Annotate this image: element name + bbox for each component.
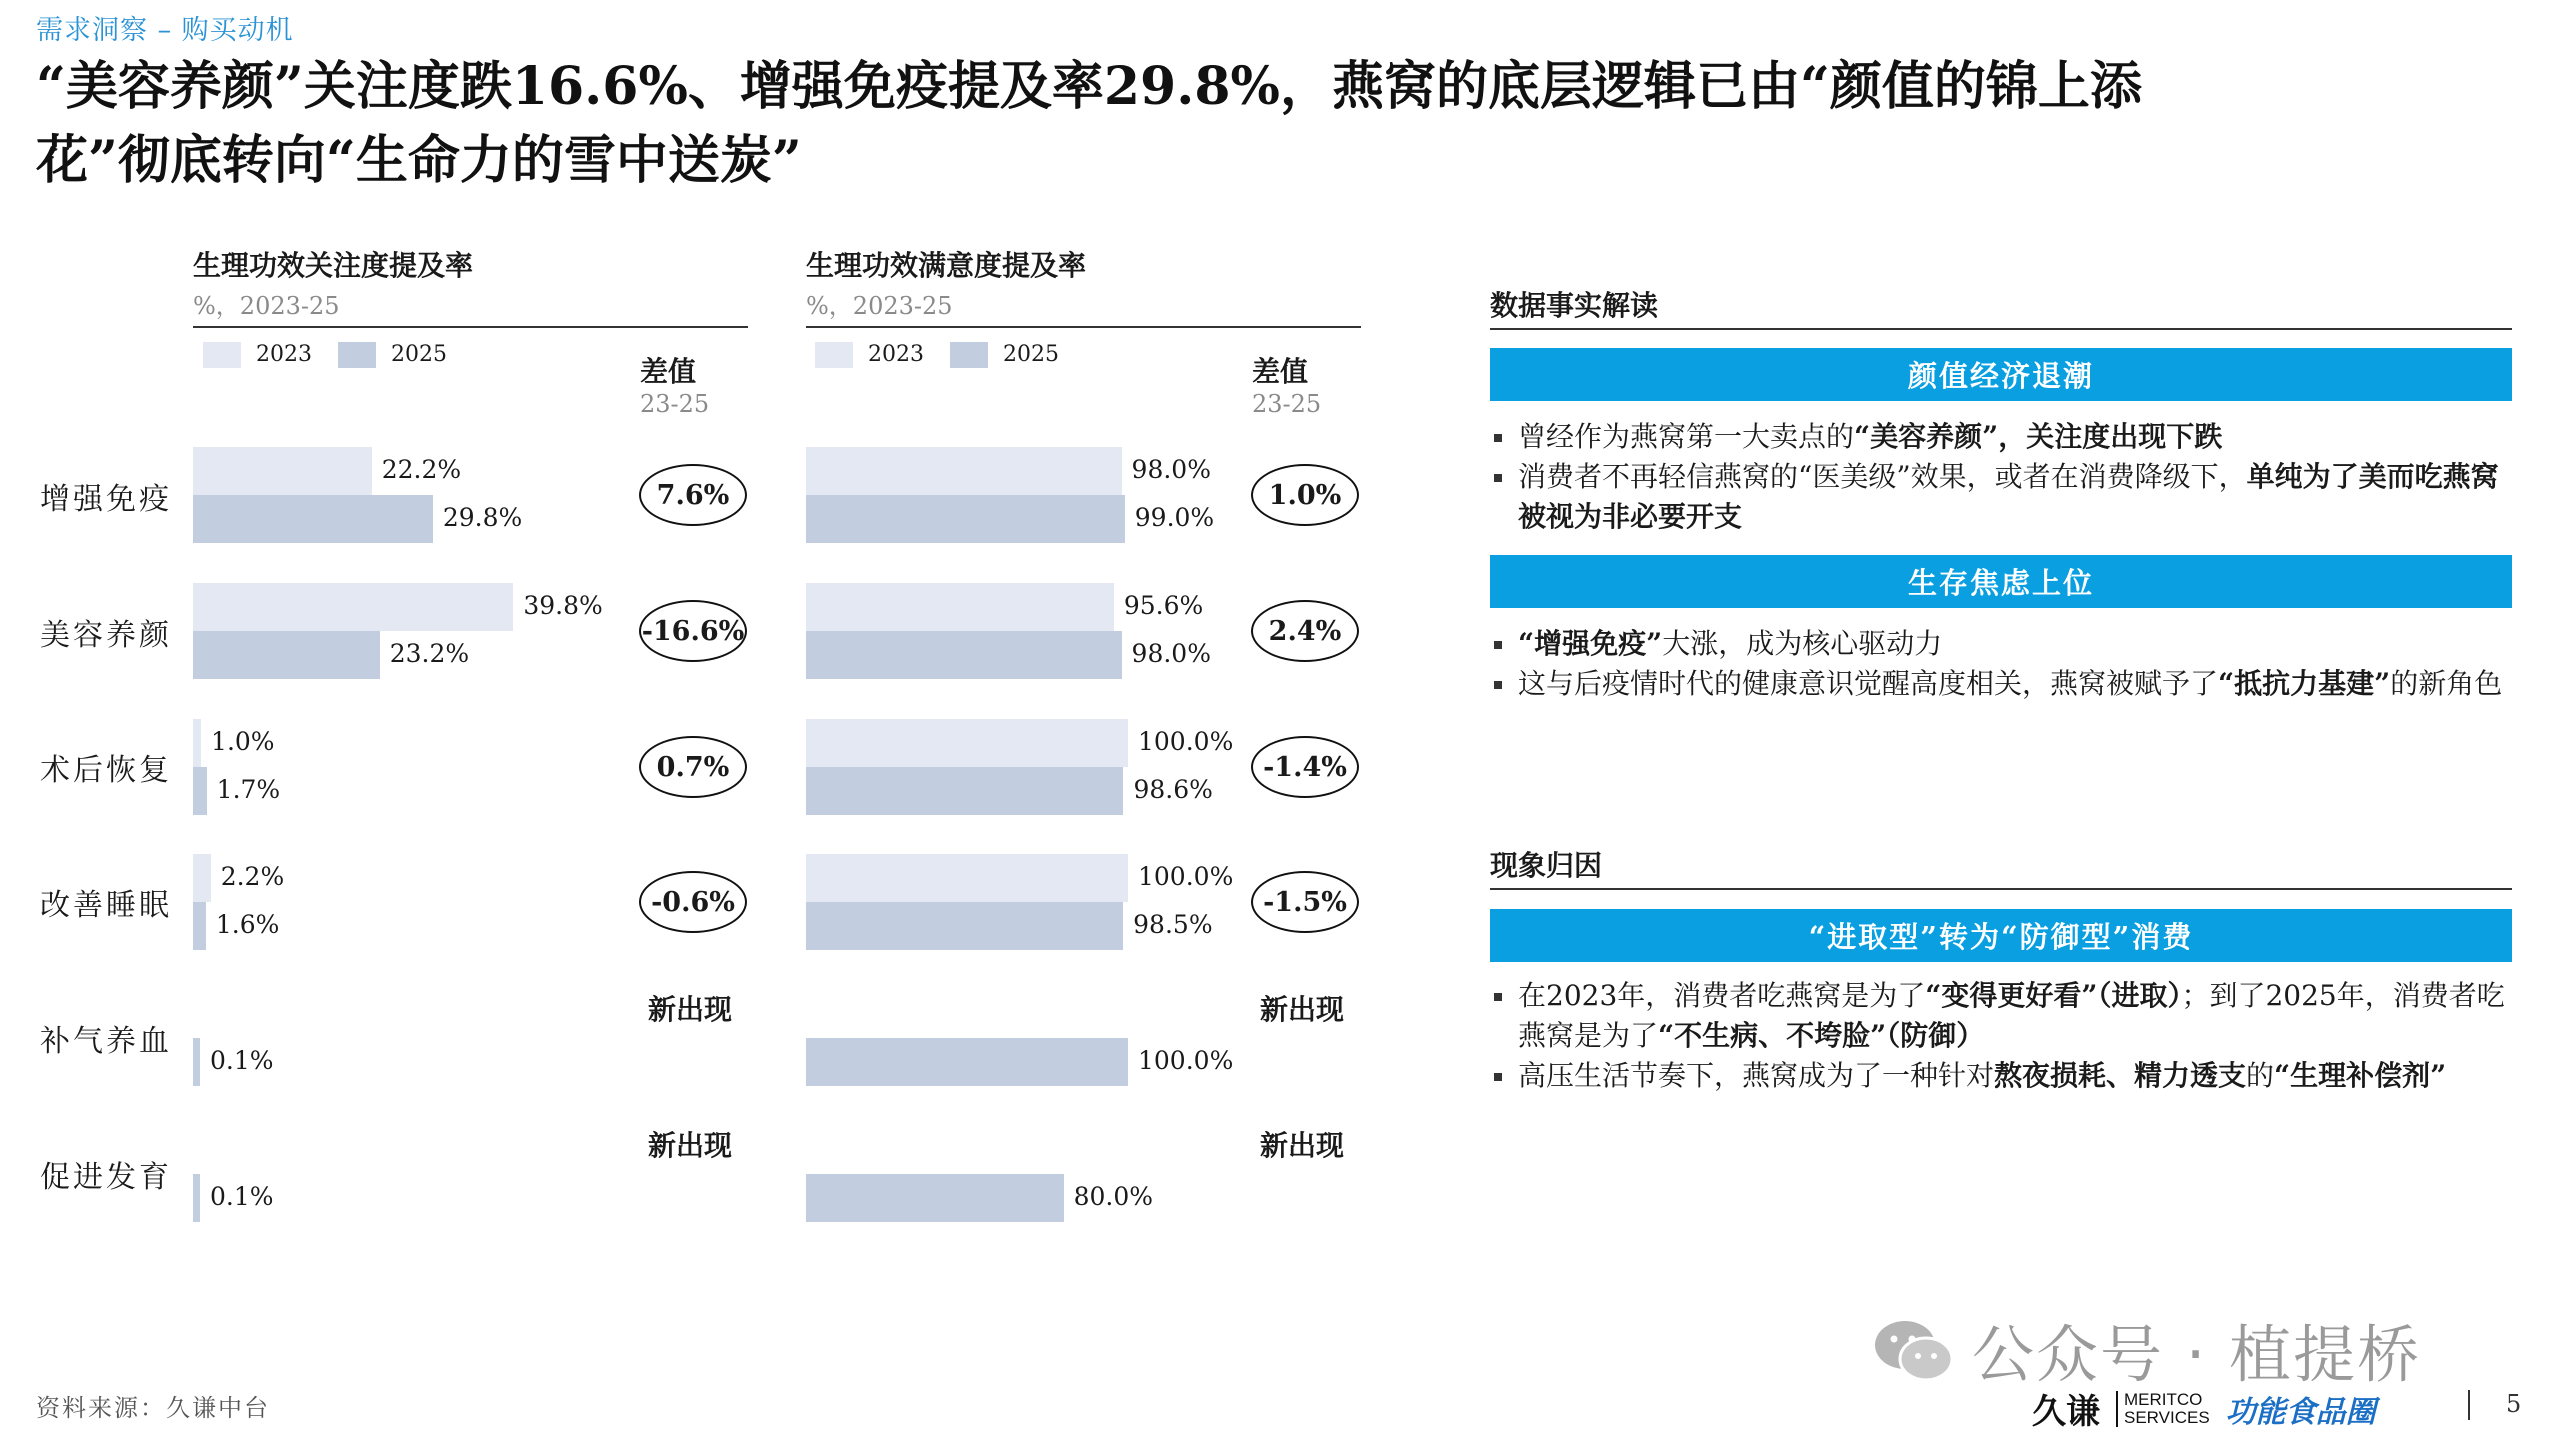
- legend-swatch-2025: [338, 342, 376, 368]
- diff-value: 新出现: [648, 1129, 733, 1162]
- data-label: 80.0%: [1073, 1182, 1154, 1211]
- bar-2025: [806, 495, 1125, 543]
- data-label: 2.2%: [220, 862, 285, 891]
- data-label: 100.0%: [1138, 862, 1234, 891]
- facts-heading: 数据事实解读: [1490, 289, 1659, 322]
- facts-rule: [1490, 328, 2512, 330]
- data-label: 39.8%: [523, 591, 603, 620]
- legend-swatch-2023: [203, 342, 241, 368]
- legend-swatch-2023-b: [815, 342, 853, 368]
- cause-list: [1490, 976, 2520, 1096]
- data-label: 95.6%: [1123, 591, 1204, 620]
- bar-2025: [193, 631, 380, 679]
- diff-value: 2.4%: [1251, 600, 1359, 662]
- data-label: 98.6%: [1133, 775, 1213, 804]
- diff-value: 新出现: [648, 993, 733, 1026]
- diff-value: -16.6%: [639, 600, 747, 662]
- watermark: [1872, 1305, 2421, 1394]
- diff-value: 7.6%: [639, 464, 747, 526]
- data-label: 0.1%: [210, 1182, 274, 1211]
- bar-2023: [806, 447, 1122, 495]
- bar-2025: [193, 767, 207, 815]
- bar-2025: [806, 631, 1122, 679]
- facts-block2-list: [1490, 624, 2520, 704]
- page-number: 5: [2506, 1390, 2522, 1418]
- legend-label-2025-b: 2025: [1003, 342, 1059, 367]
- facts-block2-title: 生存焦虑上位: [1490, 555, 2512, 608]
- meritco-logo: 久谦: [2032, 1393, 2100, 1431]
- data-label: 98.5%: [1133, 910, 1213, 939]
- cause-rule: [1490, 888, 2512, 890]
- chart1-title: 生理功效关注度提及率: [193, 249, 474, 282]
- food-circle-logo: 功能食品圈: [2225, 1394, 2376, 1430]
- bar-2025: [806, 902, 1123, 950]
- diff-value: 0.7%: [639, 736, 747, 798]
- chart1-rule: [193, 326, 748, 328]
- legend-label-2023: 2023: [256, 342, 312, 367]
- data-label: 22.2%: [381, 455, 462, 484]
- bar-2025: [193, 1174, 200, 1222]
- facts-block1-title: 颜值经济退潮: [1490, 348, 2512, 401]
- legend-swatch-2025-b: [950, 342, 988, 368]
- bar-2023: [193, 719, 201, 767]
- bar-2023: [193, 447, 372, 495]
- data-label: 98.0%: [1131, 639, 1211, 668]
- page-separator: [2468, 1390, 2470, 1420]
- cause-heading: 现象归因: [1490, 849, 1603, 882]
- category-label: 增强免疫: [40, 482, 172, 517]
- legend-label-2025: 2025: [391, 342, 447, 367]
- chart2-diff-subheader: 23-25: [1252, 390, 1322, 418]
- bullet-item: 这与后疫情时代的健康意识觉醒高度相关，燕窝被赋予了“抵抗力基建”的新角色: [1490, 664, 2520, 704]
- data-label: 1.0%: [211, 727, 275, 756]
- bar-2025: [193, 902, 206, 950]
- data-label: 23.2%: [389, 639, 470, 668]
- footer-logos: [2032, 1384, 2376, 1433]
- bullet-item: 在2023年，消费者吃燕窝是为了“变得更好看”（进取）；到了2025年，消费者吃燕窝是为了“不生病、不垮脸”（防御）: [1490, 976, 2520, 1056]
- data-label: 98.0%: [1131, 455, 1211, 484]
- chart1-diff-header: 差值: [640, 355, 697, 388]
- chart1-diff-subheader: 23-25: [640, 390, 710, 418]
- chart2-diff-header: 差值: [1252, 355, 1309, 388]
- category-label: 促进发育: [40, 1160, 172, 1195]
- section-tag: 需求洞察 – 购买动机: [36, 15, 294, 46]
- bar-2025: [193, 495, 433, 543]
- category-label: 改善睡眠: [40, 888, 172, 923]
- data-label: 0.1%: [210, 1046, 274, 1075]
- bullet-item: 消费者不再轻信燕窝的“医美级”效果，或者在消费降级下，单纯为了美而吃燕窝被视为非必要开支: [1490, 457, 2520, 537]
- data-label: 1.6%: [215, 910, 280, 939]
- diff-value: 1.0%: [1251, 464, 1359, 526]
- bar-2025: [806, 1038, 1128, 1086]
- bar-2025: [806, 767, 1123, 815]
- bar-2023: [806, 719, 1128, 767]
- bar-2023: [193, 854, 211, 902]
- bar-2023: [806, 854, 1128, 902]
- bullet-item: 曾经作为燕窝第一大卖点的“美容养颜”，关注度出现下跌: [1490, 417, 2520, 457]
- bar-2025: [193, 1038, 200, 1086]
- chart2-rule: [806, 326, 1361, 328]
- meritco-logo-text: MERITCO SERVICES: [2116, 1391, 2210, 1427]
- bar-2023: [193, 583, 513, 631]
- chart2-unit: %，2023-25: [806, 292, 953, 320]
- cause-title: “进取型”转为“防御型”消费: [1490, 909, 2512, 962]
- data-label: 100.0%: [1138, 727, 1234, 756]
- category-label: 补气养血: [40, 1024, 172, 1059]
- wechat-icon: [1872, 1315, 1956, 1385]
- category-label: 术后恢复: [40, 753, 172, 788]
- diff-value: 新出现: [1260, 993, 1345, 1026]
- legend-label-2023-b: 2023: [868, 342, 924, 367]
- category-label: 美容养颜: [40, 618, 172, 653]
- diff-value: -0.6%: [639, 871, 747, 933]
- source-note: 资料来源：久谦中台: [36, 1394, 270, 1422]
- diff-value: 新出现: [1260, 1129, 1345, 1162]
- data-label: 1.7%: [216, 775, 281, 804]
- data-label: 29.8%: [442, 503, 523, 532]
- data-label: 99.0%: [1134, 503, 1215, 532]
- data-label: 100.0%: [1138, 1046, 1234, 1075]
- watermark-text: 公众号 · 植提桥: [1972, 1318, 2422, 1391]
- chart2-title: 生理功效满意度提及率: [806, 249, 1087, 282]
- bullet-item: 高压生活节奏下，燕窝成为了一种针对熬夜损耗、精力透支的“生理补偿剂”: [1490, 1056, 2520, 1096]
- diff-value: -1.4%: [1251, 736, 1359, 798]
- headline: “美容养颜”关注度跌16.6%、增强免疫提及率29.8%，燕窝的底层逻辑已由“颜值的锦上添花”彻底转向“生命力的雪中送炭”: [36, 56, 2142, 191]
- bar-2025: [806, 1174, 1064, 1222]
- facts-block1-list: [1490, 417, 2520, 537]
- chart1-unit: %，2023-25: [193, 292, 340, 320]
- bullet-item: “增强免疫”大涨，成为核心驱动力: [1490, 624, 2520, 664]
- bar-2023: [806, 583, 1114, 631]
- diff-value: -1.5%: [1251, 871, 1359, 933]
